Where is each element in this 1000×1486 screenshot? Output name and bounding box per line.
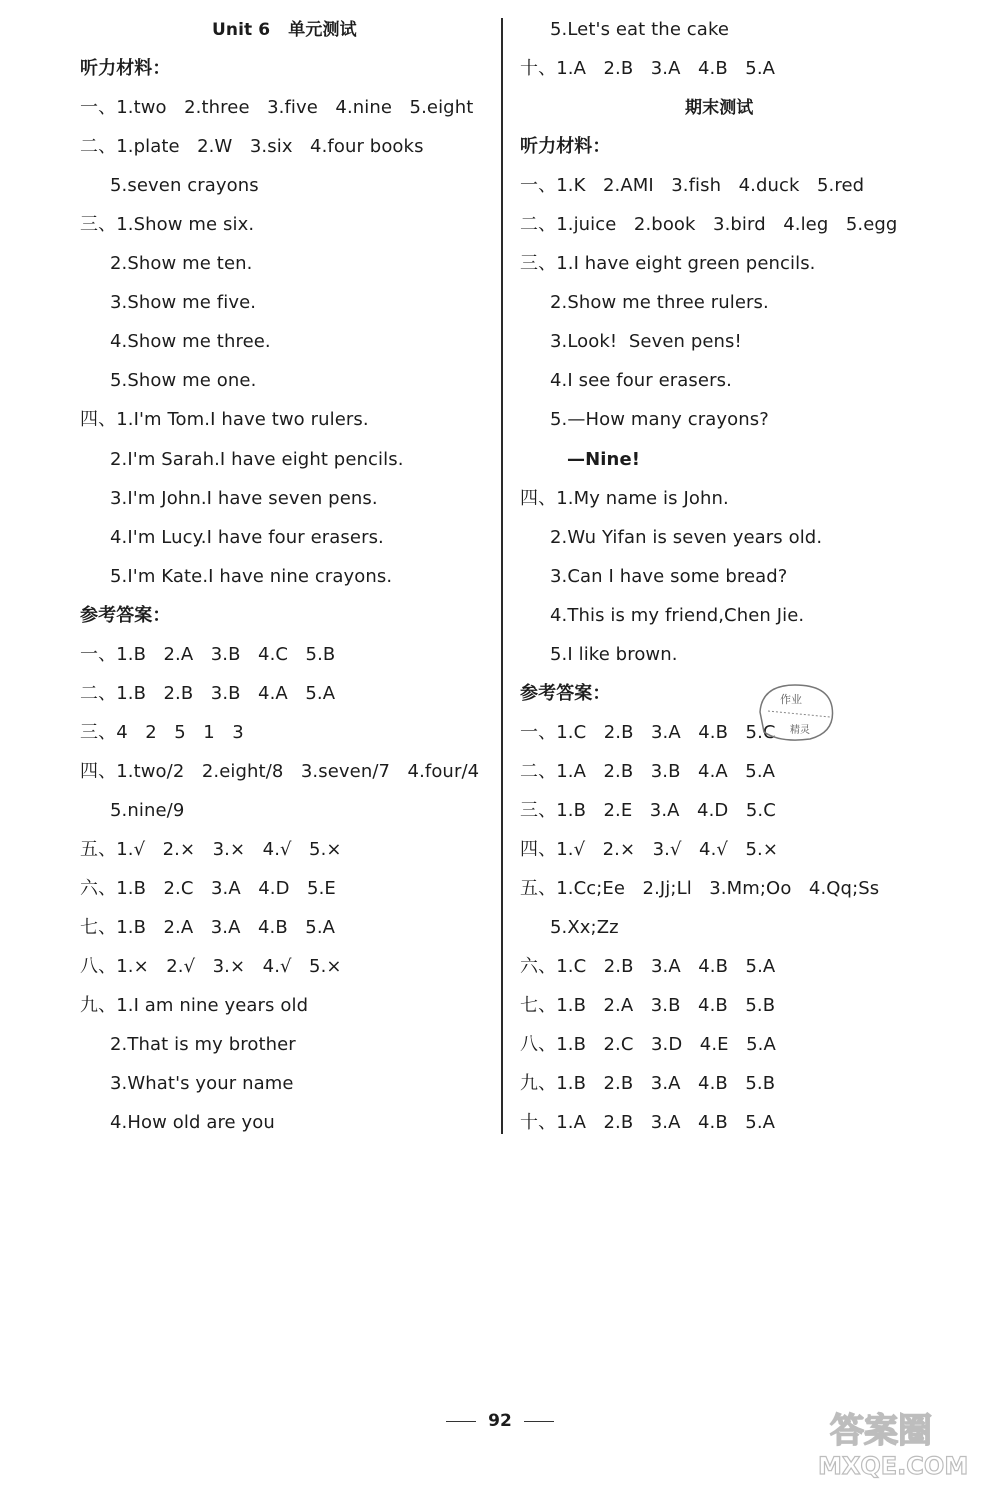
final-test-title: 期末测试: [685, 98, 754, 118]
answer-section-8: 八、1.B 2.C 3.D 4.E 5.A: [520, 1034, 776, 1055]
stamp-logo-icon: [750, 677, 840, 747]
answer-section-3: 三、4 2 5 1 3: [80, 722, 244, 743]
answer-section-4: 四、1.√ 2.× 3.√ 4.√ 5.×: [520, 839, 779, 860]
answer-section-10: 十、1.A 2.B 3.A 4.B 5.A: [520, 58, 776, 79]
stamp-bottom-text: 精灵: [790, 725, 810, 736]
listening-section-3-item: 2.Show me three rulers.: [550, 292, 769, 313]
listening-section-4-item: 2.Wu Yifan is seven years old.: [550, 527, 823, 548]
answer-section-7: 七、1.B 2.A 3.A 4.B 5.A: [80, 917, 336, 938]
listening-section-1: 一、1.two 2.three 3.five 4.nine 5.eight: [80, 97, 474, 118]
listening-section-3-item: 4.Show me three.: [110, 331, 271, 352]
answer-section-3: 三、1.B 2.E 3.A 4.D 5.C: [520, 800, 776, 821]
footer-dash-left: [446, 1421, 476, 1423]
answer-section-5-cont: 5.Xx;Zz: [550, 917, 619, 938]
listening-section-3-item: 三、1.Show me six.: [80, 214, 255, 235]
listening-section-3-item: —Nine!: [567, 449, 641, 470]
answer-section-5: 五、1.Cc;Ee 2.Jj;Ll 3.Mm;Oo 4.Qq;Ss: [520, 878, 880, 899]
unit-title: Unit 6 单元测试: [212, 20, 357, 40]
answer-section-9-item: 九、1.I am nine years old: [80, 995, 309, 1016]
answer-section-1: 一、1.B 2.A 3.B 4.C 5.B: [80, 644, 336, 665]
answer-section-9: 九、1.B 2.B 3.A 4.B 5.B: [520, 1073, 776, 1094]
answer-section-4: 四、1.two/2 2.eight/8 3.seven/7 4.four/4: [80, 761, 480, 782]
answer-section-7: 七、1.B 2.A 3.B 4.B 5.B: [520, 995, 776, 1016]
stamp-top-text: 作业: [780, 693, 802, 706]
answer-section-2: 二、1.B 2.B 3.B 4.A 5.A: [80, 683, 336, 704]
listening-heading: 听力材料：: [520, 136, 611, 157]
listening-section-4-item: 5.I like brown.: [550, 644, 678, 665]
listening-section-3-item: 3.Look! Seven pens!: [550, 331, 742, 352]
answers-heading: 参考答案：: [80, 605, 171, 626]
listening-section-4-item: 4.This is my friend,Chen Jie.: [550, 605, 805, 626]
listening-section-4-item: 四、1.My name is John.: [520, 488, 729, 509]
listening-section-2: 二、1.juice 2.book 3.bird 4.leg 5.egg: [520, 214, 898, 235]
watermark-logo-icon: [790, 1400, 990, 1480]
listening-section-3-item: 2.Show me ten.: [110, 253, 253, 274]
listening-heading: 听力材料：: [80, 58, 171, 79]
listening-section-4-item: 3.Can I have some bread?: [550, 566, 788, 587]
answer-section-8: 八、1.× 2.√ 3.× 4.√ 5.×: [80, 956, 342, 977]
listening-section-3-item: 5.Show me one.: [110, 370, 257, 391]
page-number: 92: [488, 1411, 512, 1431]
answer-section-1: 一、1.C 2.B 3.A 4.B 5.C: [520, 722, 776, 743]
column-divider: [501, 18, 503, 1134]
watermark-top-text: 答案圈: [830, 1411, 932, 1451]
answer-section-5: 五、1.√ 2.× 3.× 4.√ 5.×: [80, 839, 342, 860]
listening-section-3-item: 5.—How many crayons?: [550, 409, 769, 430]
answer-section-9-item: 2.That is my brother: [110, 1034, 296, 1055]
answer-section-9-item: 4.How old are you: [110, 1112, 275, 1133]
answer-section-10: 十、1.A 2.B 3.A 4.B 5.A: [520, 1112, 776, 1133]
listening-section-4-item: 3.I'm John.I have seven pens.: [110, 488, 378, 509]
answer-section-6: 六、1.B 2.C 3.A 4.D 5.E: [80, 878, 336, 899]
listening-section-2-cont: 5.seven crayons: [110, 175, 259, 196]
listening-section-2: 二、1.plate 2.W 3.six 4.four books: [80, 136, 424, 157]
answers-heading: 参考答案：: [520, 683, 611, 704]
answer-section-9-item: 3.What's your name: [110, 1073, 294, 1094]
answer-section-6: 六、1.C 2.B 3.A 4.B 5.A: [520, 956, 776, 977]
answer-section-2: 二、1.A 2.B 3.B 4.A 5.A: [520, 761, 776, 782]
footer-dash-right: [524, 1421, 554, 1423]
listening-section-4-item: 4.I'm Lucy.I have four erasers.: [110, 527, 384, 548]
listening-section-3-item: 3.Show me five.: [110, 292, 257, 313]
listening-section-4-item: 2.I'm Sarah.I have eight pencils.: [110, 449, 404, 470]
listening-section-4-item: 四、1.I'm Tom.I have two rulers.: [80, 409, 369, 430]
listening-section-1: 一、1.K 2.AMI 3.fish 4.duck 5.red: [520, 175, 865, 196]
listening-section-3-item: 三、1.I have eight green pencils.: [520, 253, 816, 274]
answer-section-4-cont: 5.nine/9: [110, 800, 185, 821]
watermark-bottom-text: MXQE.COM: [818, 1452, 969, 1480]
listening-section-4-item: 5.I'm Kate.I have nine crayons.: [110, 566, 393, 587]
answer-section-9-item: 5.Let's eat the cake: [550, 19, 729, 40]
listening-section-3-item: 4.I see four erasers.: [550, 370, 732, 391]
